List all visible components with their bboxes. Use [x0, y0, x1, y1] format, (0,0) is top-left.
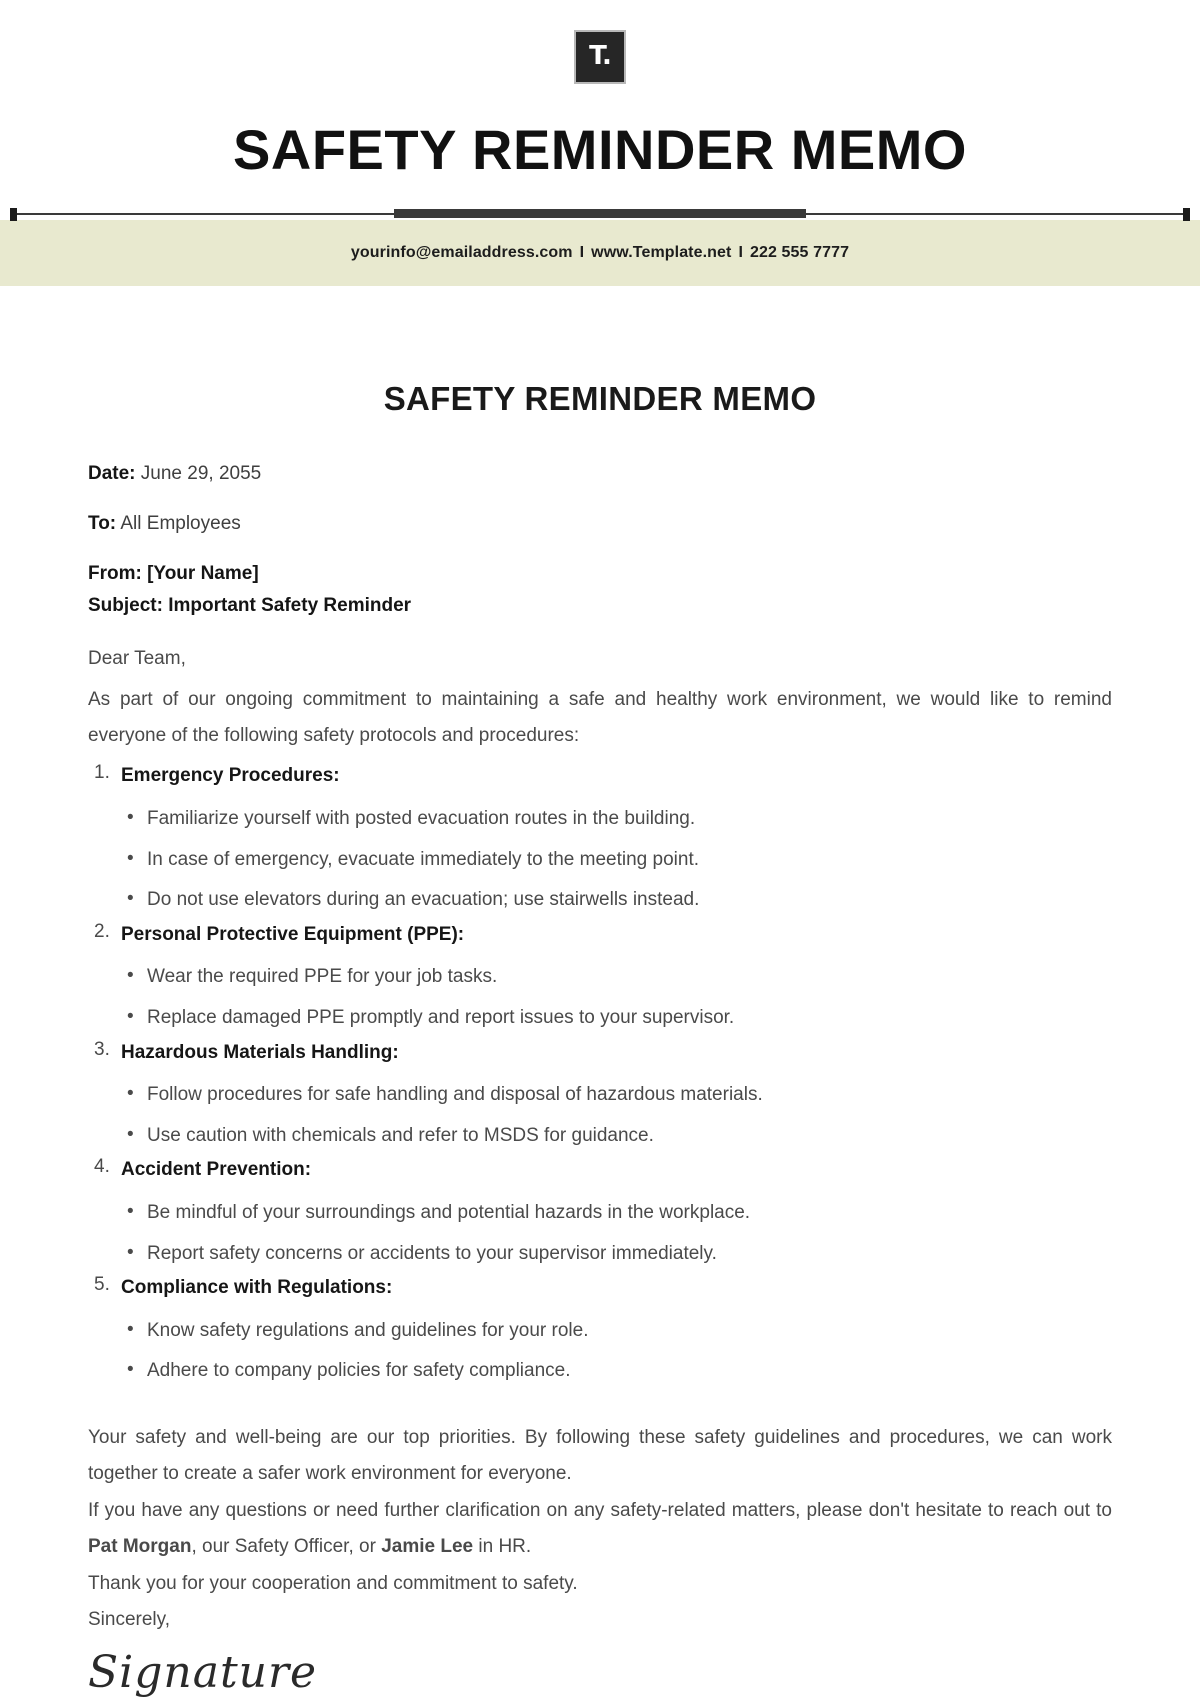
safety-bullet: • Follow procedures for safe handling and disposal of hazardous materials.: [121, 1082, 1112, 1108]
subject-value: Important Safety Reminder: [168, 595, 412, 617]
contact-paragraph: [88, 1493, 1112, 1566]
logo-glyph: T.: [589, 41, 611, 71]
signature-image: Signature: [88, 1646, 318, 1698]
contact-part-1: If you have any questions or need further clarification on any safety-related matters, please don't hesitate to reach out to: [88, 1499, 1112, 1521]
safety-section-title: Personal Protective Equipment (PPE):: [121, 923, 465, 945]
safety-section: [88, 1274, 1112, 1384]
memo-field-to: [88, 511, 1112, 537]
contact-email: yourinfo@emailaddress.com: [350, 244, 573, 261]
safety-section-bullets: [121, 1082, 1112, 1148]
memo-field-date: [88, 461, 1112, 487]
contact-separator-1: I: [579, 244, 585, 261]
closing-block: [88, 1420, 1112, 1698]
safety-bullet: • Wear the required PPE for your job tasks.: [121, 964, 1112, 990]
intro-paragraph: As part of our ongoing commitment to maintaining a safe and healthy work environment, we would like to remind everyone of the following safety protocols and procedures:: [88, 688, 1112, 746]
contact-line: [351, 244, 849, 262]
contact-part-2: , our Safety Officer, or: [191, 1536, 382, 1558]
safety-section: [88, 762, 1112, 912]
divider-cap-right: [1183, 208, 1190, 221]
safety-section-title: Compliance with Regulations:: [121, 1277, 393, 1299]
safety-section-bullets: [121, 964, 1112, 1030]
safety-section: [88, 1039, 1112, 1149]
salutation: Dear Team,: [88, 647, 186, 669]
memo-heading: SAFETY REMINDER MEMO: [383, 380, 817, 417]
safety-section-title: Emergency Procedures:: [121, 765, 340, 787]
from-label: From:: [88, 562, 142, 584]
safety-section-bullets: [121, 806, 1112, 913]
safety-bullet: • In case of emergency, evacuate immediately to the meeting point.: [121, 847, 1112, 873]
safety-section-bullets: [121, 1200, 1112, 1266]
safety-section-title: Accident Prevention:: [121, 1159, 312, 1181]
hr-contact-name: Jamie Lee: [381, 1536, 474, 1558]
divider-thick-bar: [394, 209, 806, 218]
safety-bullet: • Familiarize yourself with posted evacuation routes in the building.: [121, 806, 1112, 832]
document-header: [0, 0, 1200, 286]
header-divider: [0, 208, 1200, 220]
safety-bullet: • Know safety regulations and guidelines for your role.: [121, 1318, 1112, 1344]
date-value: June 29, 2055: [140, 463, 262, 485]
memo-field-from: [88, 561, 1112, 587]
safety-bullet: • Use caution with chemicals and refer to MSDS for guidance.: [121, 1123, 1112, 1149]
safety-officer-name: Pat Morgan: [88, 1536, 192, 1558]
logo-container: [0, 0, 1200, 84]
divider-cap-left: [10, 208, 17, 221]
safety-bullet: • Be mindful of your surroundings and potential hazards in the workplace.: [121, 1200, 1112, 1226]
contact-phone: 222 555 7777: [750, 244, 850, 261]
closing-paragraph: Your safety and well-being are our top priorities. By following these safety guidelines and procedures, we can work together to create a safer work environment for everyone.: [88, 1426, 1112, 1485]
safety-bullet: • Replace damaged PPE promptly and report issues to your supervisor.: [121, 1005, 1112, 1031]
safety-section: [88, 1156, 1112, 1266]
from-value: [Your Name]: [147, 562, 259, 584]
template-net-logo-icon: [574, 30, 626, 84]
safety-sections-list: [88, 762, 1112, 1384]
contact-band: [0, 220, 1200, 286]
to-label: To:: [88, 512, 117, 534]
banner-title: SAFETY REMINDER MEMO: [233, 118, 967, 181]
contact-separator-2: I: [738, 244, 744, 261]
document-body: [0, 380, 1200, 1698]
thanks-line: Thank you for your cooperation and commitment to safety.: [88, 1572, 578, 1594]
safety-bullet: • Adhere to company policies for safety compliance.: [121, 1358, 1112, 1384]
memo-field-subject: [88, 593, 1112, 619]
contact-website: www.Template.net: [591, 244, 732, 261]
safety-bullet: • Report safety concerns or accidents to your supervisor immediately.: [121, 1241, 1112, 1267]
date-label: Date:: [88, 463, 136, 485]
safety-section: [88, 921, 1112, 1031]
to-value: All Employees: [120, 512, 241, 534]
safety-section-bullets: [121, 1318, 1112, 1384]
subject-label: Subject:: [88, 595, 163, 617]
sign-off: Sincerely,: [88, 1609, 171, 1631]
safety-section-title: Hazardous Materials Handling:: [121, 1041, 399, 1063]
contact-part-3: in HR.: [473, 1536, 532, 1558]
safety-bullet: • Do not use elevators during an evacuation; use stairwells instead.: [121, 887, 1112, 913]
